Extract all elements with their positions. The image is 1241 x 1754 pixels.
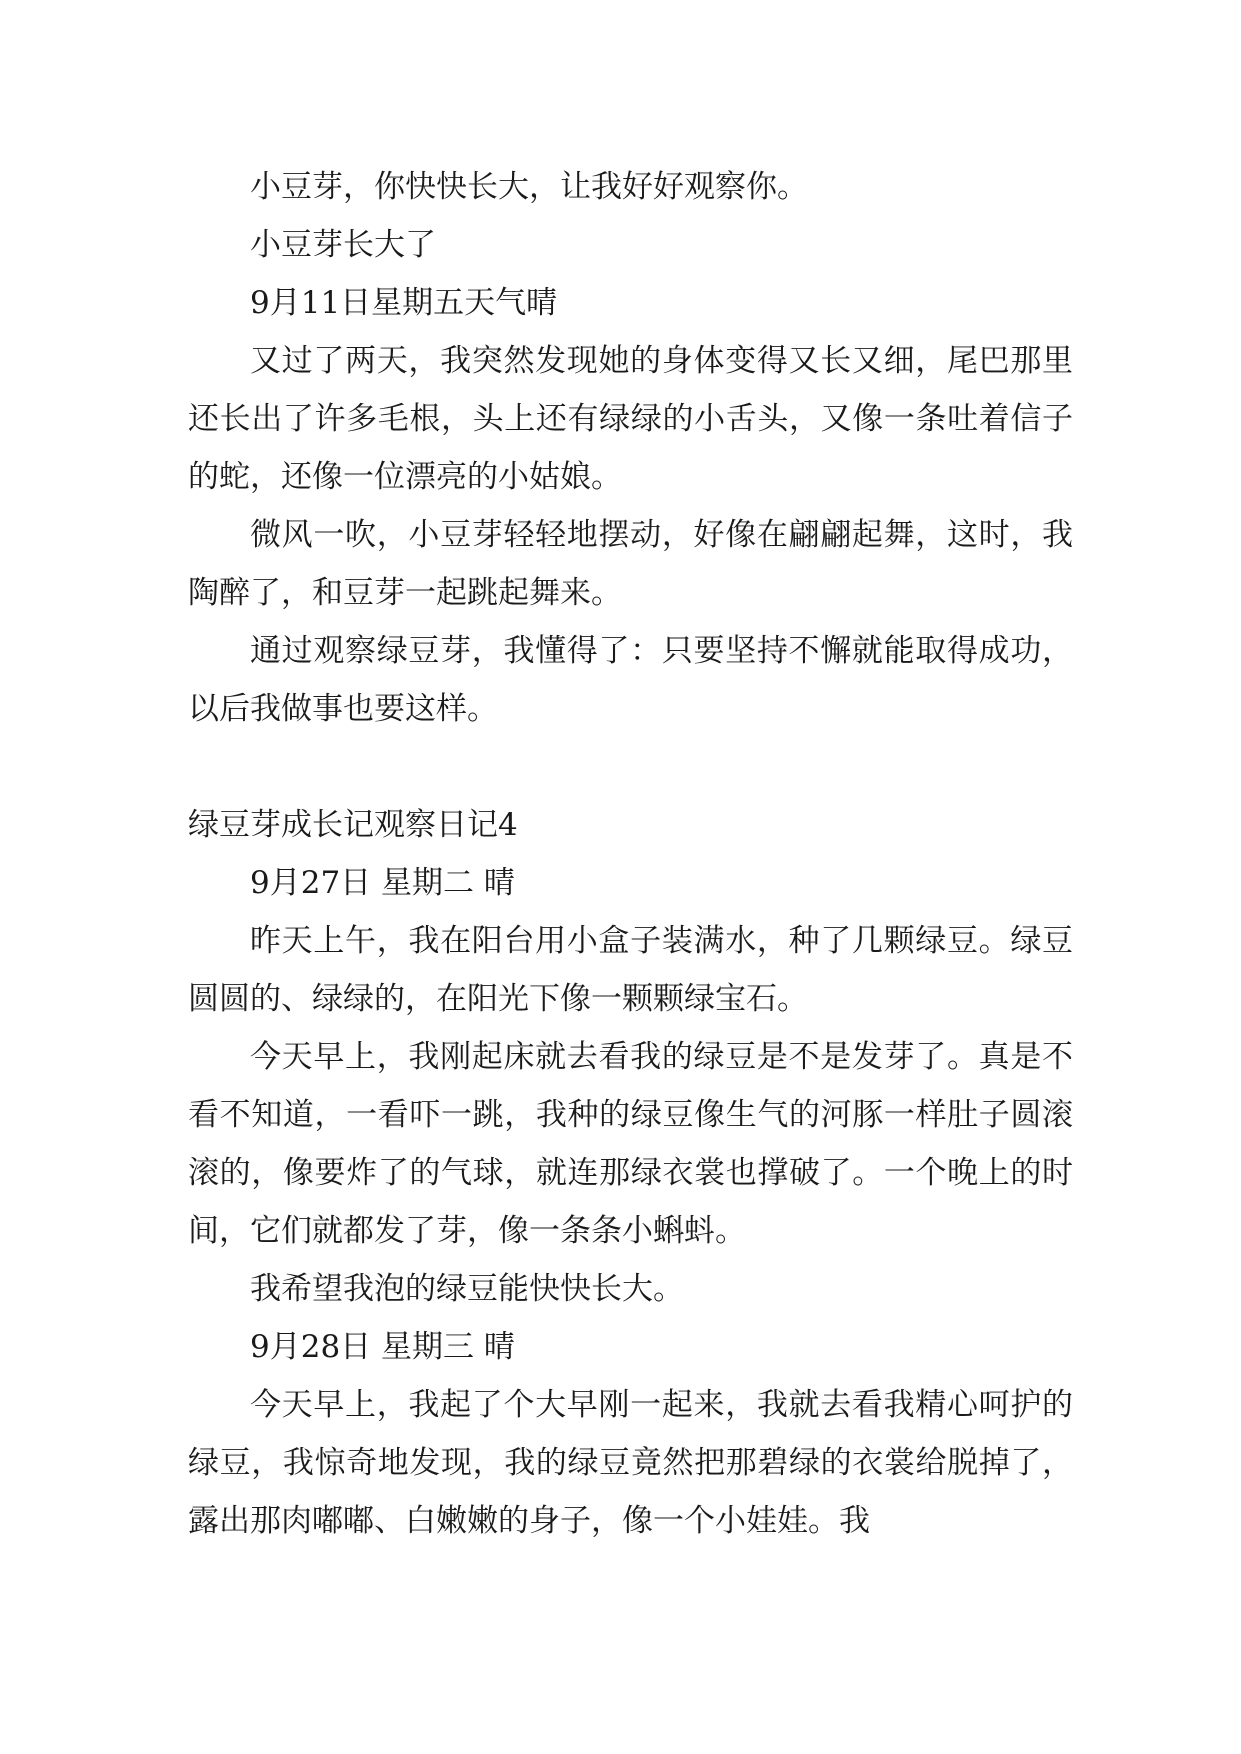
date-line: 9月27日 星期二 晴 [250,865,515,901]
document-body [188,158,1073,1550]
date-line: 9月28日 星期三 晴 [250,1329,515,1365]
paragraph: 微风一吹，小豆芽轻轻地摆动，好像在翩翩起舞，这时，我陶醉了，和豆芽一起跳起舞来。 [188,517,1073,611]
section-heading: 绿豆芽成长记观察日记4 [188,807,518,843]
paragraph: 小豆芽长大了 [250,227,436,263]
paragraph: 昨天上午，我在阳台用小盒子装满水，种了几颗绿豆。绿豆圆圆的、绿绿的，在阳光下像一颗颗绿宝石。 [188,923,1073,1017]
paragraph: 今天早上，我起了个大早刚一起来，我就去看我精心呵护的绿豆，我惊奇地发现，我的绿豆竟然把那碧绿的衣裳给脱掉了，露出那肉嘟嘟、白嫩嫩的身子，像一个小娃娃。我 [188,1387,1073,1539]
paragraph: 又过了两天，我突然发现她的身体变得又长又细，尾巴那里还长出了许多毛根，头上还有绿绿的小舌头，又像一条吐着信子的蛇，还像一位漂亮的小姑娘。 [188,343,1073,495]
date-line: 9月11日星期五天气晴 [250,285,558,321]
paragraph: 通过观察绿豆芽，我懂得了：只要坚持不懈就能取得成功，以后我做事也要这样。 [188,633,1073,727]
paragraph: 今天早上，我刚起床就去看我的绿豆是不是发芽了。真是不看不知道，一看吓一跳，我种的绿豆像生气的河豚一样肚子圆滚滚的，像要炸了的气球，就连那绿衣裳也撑破了。一个晚上的时间，它们就都发了芽，像一条条小蝌蚪。 [188,1039,1073,1249]
paragraph: 小豆芽，你快快长大，让我好好观察你。 [250,169,808,205]
paragraph: 我希望我泡的绿豆能快快长大。 [250,1271,684,1307]
